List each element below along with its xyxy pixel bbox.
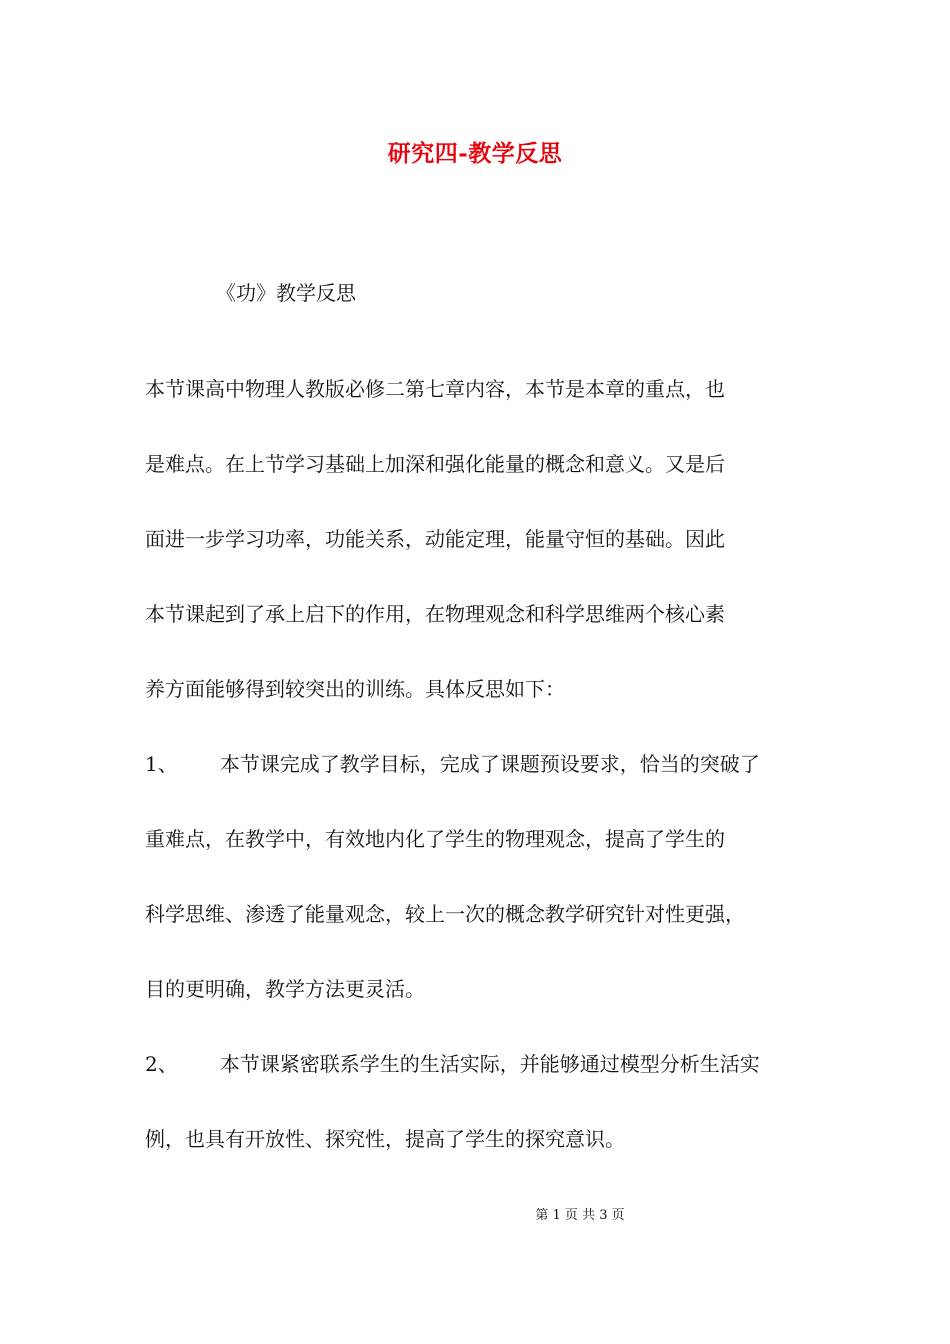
paragraph-line: 养方面能够得到较突出的训练。具体反思如下： (145, 677, 565, 701)
list-item-number: 1、 (145, 752, 178, 776)
document-title: 研究四-教学反思 (387, 140, 563, 167)
page-number-footer: 第 1 页 共 3 页 (535, 1208, 625, 1223)
list-item-2-line (145, 1027, 815, 1102)
paragraph-line: 本节课高中物理人教版必修二第七章内容，本节是本章的重点，也 (145, 377, 725, 401)
paragraph-line: 本节课起到了承上启下的作用，在物理观念和科学思维两个核心素 (145, 602, 725, 626)
document-subtitle: 《功》教学反思 (216, 281, 356, 305)
list-item-1-line: 科学思维、渗透了能量观念，较上一次的概念教学研究针对性更强， (145, 902, 745, 926)
list-item-number: 2、 (145, 1052, 178, 1076)
list-item-text: 本节课紧密联系学生的生活实际，并能够通过模型分析生活实 (219, 1052, 760, 1076)
document-body (145, 352, 815, 1177)
list-item-1-line: 重难点，在教学中，有效地内化了学生的物理观念，提高了学生的 (145, 827, 725, 851)
list-item-2-line: 例，也具有开放性、探究性，提高了学生的探究意识。 (145, 1127, 625, 1151)
list-item-1-line (145, 727, 815, 802)
list-item-1-line: 目的更明确，教学方法更灵活。 (145, 977, 425, 1001)
paragraph-line: 面进一步学习功率，功能关系，动能定理，能量守恒的基础。因此 (145, 527, 725, 551)
list-item-text: 本节课完成了教学目标，完成了课题预设要求，恰当的突破了 (219, 752, 760, 776)
paragraph-line: 是难点。在上节学习基础上加深和强化能量的概念和意义。又是后 (145, 452, 725, 476)
